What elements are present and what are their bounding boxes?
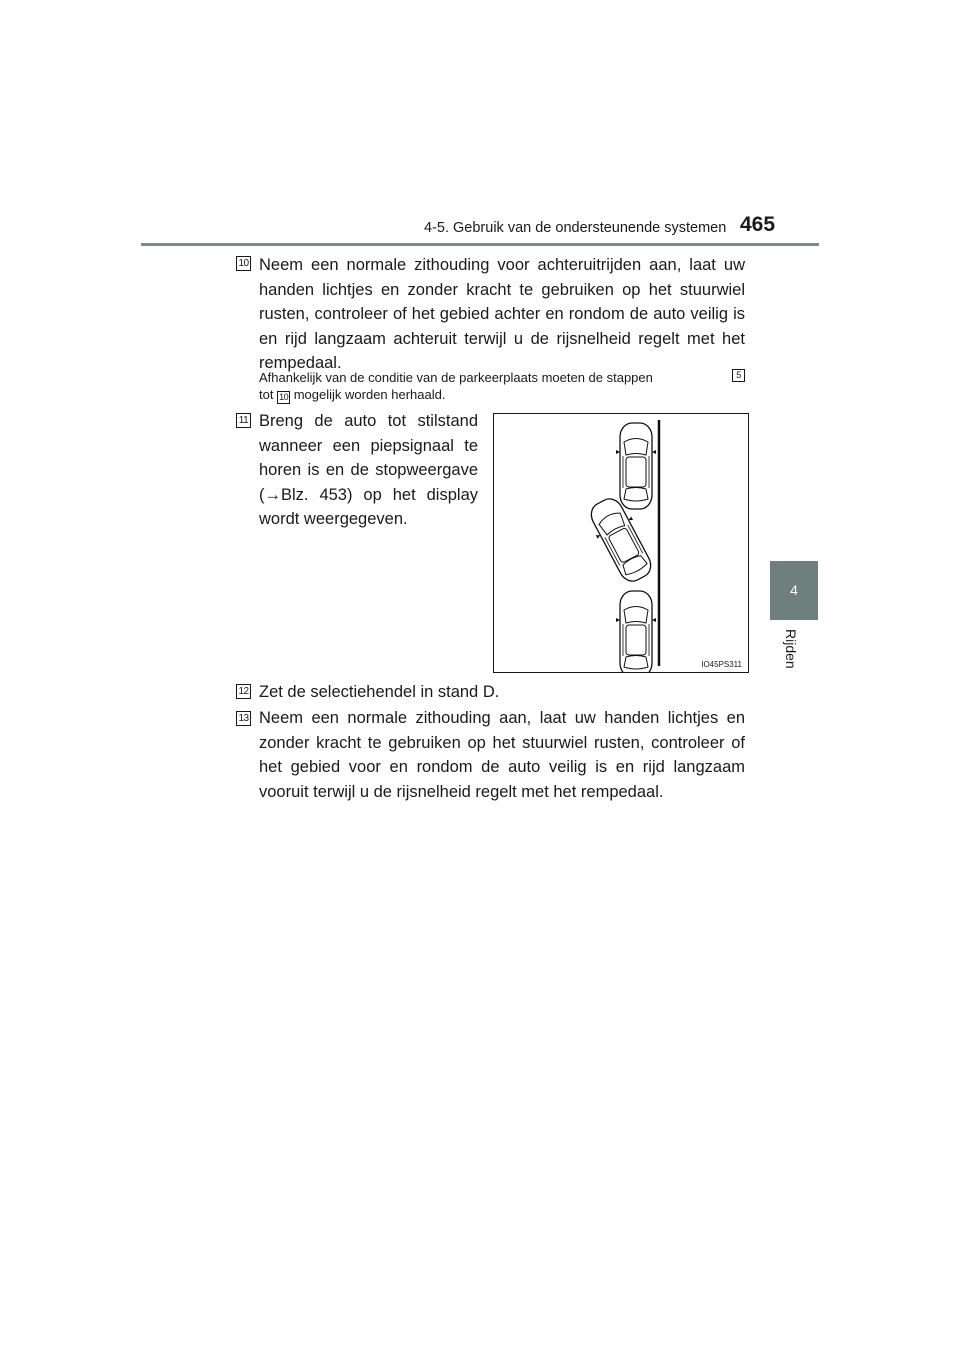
chapter-label: Rijden	[783, 629, 799, 669]
chapter-number: 4	[790, 582, 798, 598]
step-note	[259, 369, 745, 404]
step-number-badge: 13	[236, 711, 251, 726]
figure-code: IO45PS311	[701, 660, 742, 669]
step-reference-badge: 5	[732, 369, 745, 382]
step-text: Neem een normale zithouding aan, laat uw handen lichtjes en zonder kracht te gebruiken op het stuurwiel rusten, controleer of het gebied voor en rondom de auto veilig is en rijd langzaam vooruit terwijl u de rijsnelheid regelt met het rempedaal.	[259, 709, 745, 801]
chapter-tab[interactable]	[770, 561, 818, 620]
step-number-badge: 10	[236, 256, 251, 271]
parked-car-front	[616, 423, 656, 509]
step-reference-badge: 10	[279, 392, 289, 402]
page-number: 465	[740, 213, 776, 236]
parking-illustration	[493, 413, 749, 673]
maneuvering-car	[583, 493, 659, 588]
step-number-badge: 12	[236, 684, 251, 699]
parked-car-rear	[616, 591, 656, 672]
note-text: tot	[259, 387, 274, 402]
step-text: Zet de selectiehendel in stand D.	[259, 683, 500, 701]
section-title: 4-5. Gebruik van de ondersteunende systemen	[424, 220, 727, 236]
step-number-badge: 11	[236, 413, 251, 428]
step-text: Breng de auto tot stilstand wanneer een piepsignaal te horen is en de stopweergave (→Blz. 453) op het display wordt weergegeven.	[259, 412, 478, 528]
note-text: Afhankelijk van de conditie van de parkeerplaats moeten de stappen	[259, 370, 653, 385]
parking-diagram	[494, 414, 748, 672]
step-text: Neem een normale zithouding voor achteruitrijden aan, laat uw handen lichtjes en zonder kracht te gebruiken op het stuurwiel rusten, controleer of het gebied achter en rondom de auto veilig is en rijd langzaam achteruit terwijl u de rijsnelheid regelt met het rempedaal.	[259, 256, 745, 372]
header-divider	[141, 243, 819, 246]
note-text: mogelijk worden herhaald.	[293, 387, 446, 402]
